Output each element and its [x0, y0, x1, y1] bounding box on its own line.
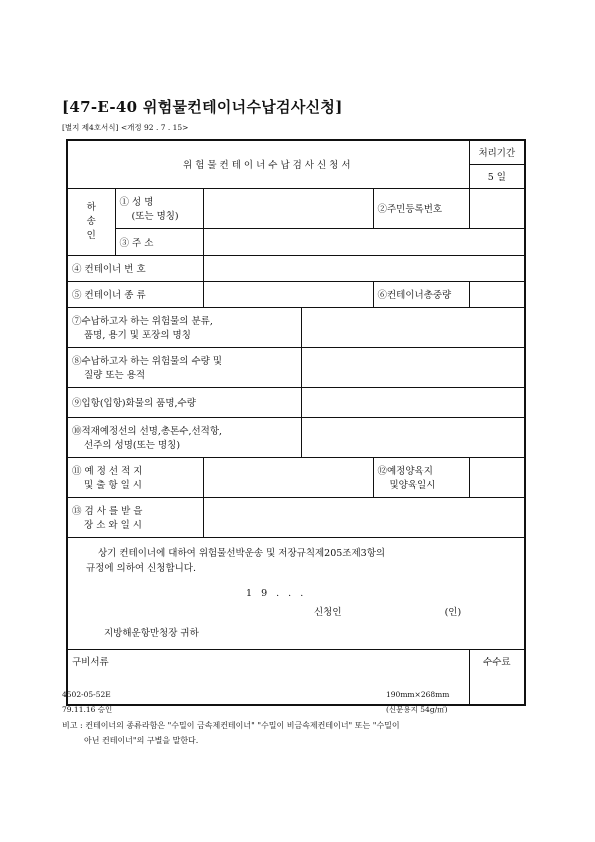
- remarks-note: 비고 : 컨테이너의 종류라함은 "수밀이 금속제컨테이너" "수밀이 비금속제컨테이너" 또는 "수밀이 아닌 컨테이너"의 구별을 말한다.: [62, 721, 400, 745]
- cargo-name-quantity-label: ⑨입항(입항)화물의 품명,수량: [67, 387, 301, 417]
- fee-label: 수수료: [469, 649, 525, 705]
- application-form: [66, 139, 526, 706]
- declaration-statement: 상기 컨테이너에 대하여 위험물선박운송 및 저장규칙제205조제3항의 규정에 의하여 신청합니다. 1 9 . . . 신청인 (인) 지방해운항만청장 귀하: [67, 537, 525, 649]
- recipient: 지방해운항만청장 귀하: [104, 627, 199, 639]
- dangerous-goods-class-label: ⑦수납하고자 하는 위험물의 분류, 품명, 용기 및 포장의 명칭: [67, 307, 301, 347]
- discharge-port-field[interactable]: [469, 457, 525, 497]
- resident-number-label: ②주민등록번호: [373, 188, 469, 228]
- name-field[interactable]: [203, 188, 373, 228]
- paper-weight: (신문용지 54g/㎡): [386, 705, 448, 714]
- form-heading: 위험물컨테이너수납검사신청서: [67, 140, 469, 188]
- approval-date: 79.11.16 승인: [62, 705, 113, 714]
- processing-period-value: 5 일: [469, 164, 525, 188]
- form-revision-note: [별지 제4호서식] <개정 92 . 7 . 15>: [62, 123, 189, 132]
- dangerous-goods-quantity-label: ⑧수납하고자 하는 위험물의 수량 및 질량 또는 용적: [67, 347, 301, 387]
- container-number-field[interactable]: [203, 255, 525, 281]
- resident-number-field[interactable]: [469, 188, 525, 228]
- shipper-label: 하 송 인: [67, 188, 115, 255]
- applicant-label: 신청인: [314, 606, 342, 618]
- address-label: ③ 주 소: [115, 228, 203, 255]
- container-type-label: ⑤ 컨테이너 종 류: [67, 281, 203, 307]
- inspection-place-label: ⑬ 검 사 를 받 을 장 소 와 일 시: [67, 497, 203, 537]
- name-label: ① 성 명 (또는 명칭): [115, 188, 203, 228]
- discharge-port-label: ⑫예정양육지 및양육일시: [373, 457, 469, 497]
- processing-period-label: 처리기간: [469, 140, 525, 164]
- gross-weight-label: ⑥컨테이너총중량: [373, 281, 469, 307]
- inspection-place-field[interactable]: [203, 497, 525, 537]
- paper-size: 190mm×268mm: [386, 690, 450, 699]
- container-number-label: ④ 컨테이너 번 호: [67, 255, 203, 281]
- document-title: [47-E-40 위험물컨테이너수납검사신청]: [62, 98, 343, 116]
- gross-weight-field[interactable]: [469, 281, 525, 307]
- dangerous-goods-quantity-field[interactable]: [301, 347, 525, 387]
- dangerous-goods-class-field[interactable]: [301, 307, 525, 347]
- seal-label: (인): [444, 606, 462, 618]
- vessel-info-label: ⑩적재예정선의 선명,총톤수,선적항, 선주의 성명(또는 명칭): [67, 417, 301, 457]
- required-documents-label: 구비서류: [67, 649, 469, 705]
- container-type-field[interactable]: [203, 281, 373, 307]
- address-field[interactable]: [203, 228, 525, 255]
- cargo-name-quantity-field[interactable]: [301, 387, 525, 417]
- loading-port-field[interactable]: [203, 457, 373, 497]
- form-code: 4502-05-52E: [62, 690, 111, 699]
- loading-port-label: ⑪ 예 정 선 적 지 및 출 항 일 시: [67, 457, 203, 497]
- vessel-info-field[interactable]: [301, 417, 525, 457]
- application-date: 1 9 . . .: [246, 587, 304, 599]
